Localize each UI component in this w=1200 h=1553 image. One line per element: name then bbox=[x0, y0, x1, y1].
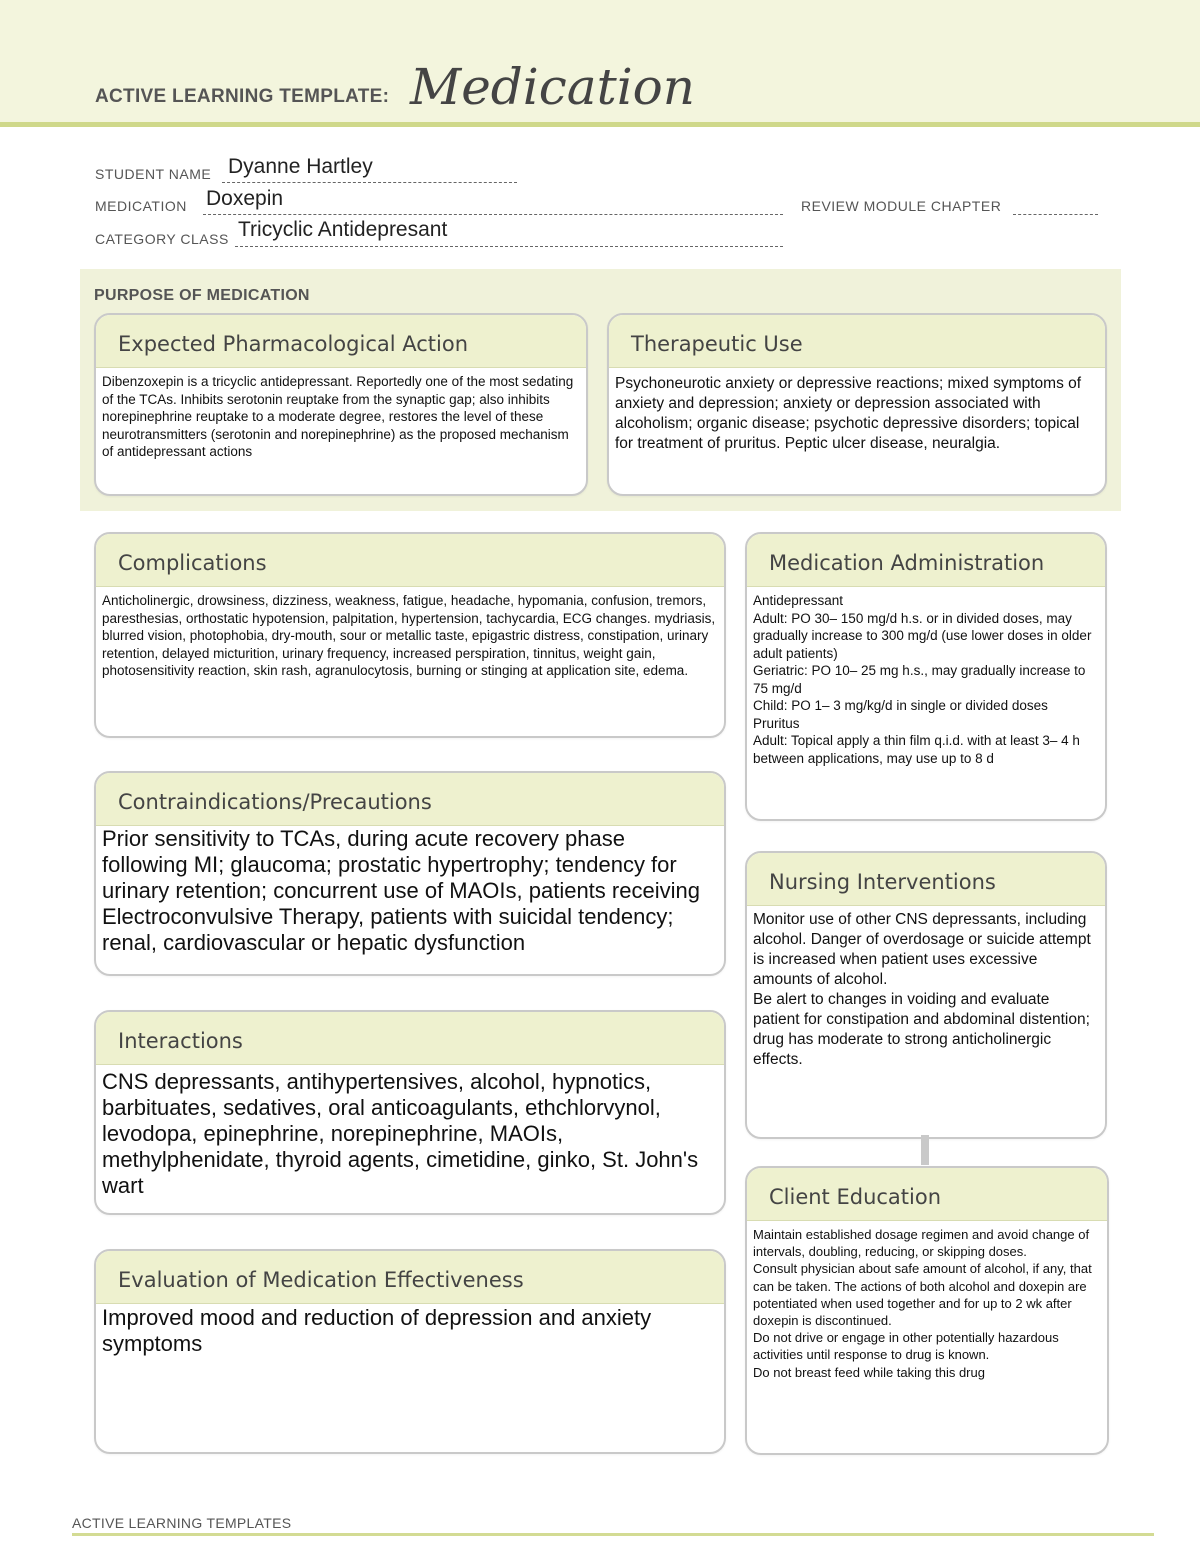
evaluation-text[interactable]: Improved mood and reduction of depression and anxiety symptoms bbox=[102, 1305, 652, 1356]
medication-field[interactable]: Doxepin bbox=[206, 187, 284, 210]
review-module-label: REVIEW MODULE CHAPTER bbox=[801, 198, 1002, 214]
student-name-field[interactable]: Dyanne Hartley bbox=[228, 155, 373, 178]
interactions-title: Interactions bbox=[118, 1029, 243, 1053]
interactions-card bbox=[94, 1010, 726, 1215]
nursing-interventions-text[interactable]: Monitor use of other CNS depressants, including alcohol. Danger of overdosage or suicide attempt is increased when patient uses excessive amounts of alcohol. Be alert to changes in voiding and evaluate patient for constipation and abdominal distention; drug has moderate to strong anticholinergic effects. bbox=[753, 911, 1091, 1068]
expected-action-card bbox=[94, 313, 588, 496]
category-class-line bbox=[235, 246, 783, 247]
therapeutic-use-header bbox=[609, 315, 1105, 368]
purpose-label: PURPOSE OF MEDICATION bbox=[94, 287, 310, 304]
page-title: Medication bbox=[410, 58, 695, 116]
administration-text[interactable]: Antidepressant Adult: PO 30– 150 mg/d h.s. or in divided doses, may gradually increase to 300 mg/d (use lower doses in older adult patients) Geriatric: PO 10– 25 mg h.s., may gradually increase to 75 mg/d Child: PO 1– 3 mg/kg/d in single or divided doses Pruritus Adult: Topical apply a thin film q.i.d. with at least 3– 4 h between applications, may use up to 8 d bbox=[753, 593, 1092, 766]
expected-action-header bbox=[96, 315, 586, 368]
header-rule bbox=[0, 122, 1200, 127]
contraindications-card bbox=[94, 771, 726, 976]
review-module-line bbox=[1013, 214, 1098, 215]
therapeutic-use-card bbox=[607, 313, 1107, 496]
contraindications-title: Contraindications/Precautions bbox=[118, 790, 432, 814]
footer-rule bbox=[72, 1533, 1154, 1536]
administration-card bbox=[745, 532, 1107, 821]
medication-line bbox=[203, 214, 783, 215]
category-class-field[interactable]: Tricyclic Antidepresant bbox=[238, 218, 448, 241]
evaluation-title: Evaluation of Medication Effectiveness bbox=[118, 1268, 524, 1292]
complications-header bbox=[96, 534, 724, 587]
administration-header bbox=[747, 534, 1105, 587]
complications-card bbox=[94, 532, 726, 738]
category-class-label: CATEGORY CLASS bbox=[95, 231, 229, 247]
administration-title: Medication Administration bbox=[769, 551, 1045, 575]
nursing-interventions-card bbox=[745, 851, 1107, 1139]
evaluation-card bbox=[94, 1249, 726, 1454]
template-label: ACTIVE LEARNING TEMPLATE: bbox=[95, 86, 390, 107]
contraindications-text[interactable]: Prior sensitivity to TCAs, during acute recovery phase following MI; glaucoma; prostatic hypertrophy; tendency for urinary retention; concurrent use of MAOIs, patients receiving Electroconvulsive Therapy, patients with suicidal tendency; renal, cardiovascular or hepatic dysfunction bbox=[102, 826, 700, 955]
interactions-header bbox=[96, 1012, 724, 1065]
expected-action-title: Expected Pharmacological Action bbox=[118, 332, 469, 356]
therapeutic-use-title: Therapeutic Use bbox=[631, 332, 803, 356]
client-education-text[interactable]: Maintain established dosage regimen and avoid change of intervals, doubling, reducing, or skipping doses. Consult physician about safe amount of alcohol, if any, that can be taken. The actions of both alcohol and doxepin are potentiated when used together and for up to 2 wk after doxepin is discontinued. Do not drive or engage in other potentially hazardous activities until response to drug is known. Do not breast feed while taking this drug bbox=[753, 1227, 1092, 1380]
evaluation-header bbox=[96, 1251, 724, 1304]
expected-action-text[interactable]: Dibenzoxepin is a tricyclic antidepressant. Reportedly one of the most sedating of the TCAs. Inhibits serotonin reuptake from the synaptic gap; also inhibits norepinephrine reuptake to a moderate degree, restores the level of these neurotransmitters (serotonin and norepinephrine) as the proposed mechanism of antidepressant actions bbox=[102, 374, 574, 459]
client-education-header bbox=[747, 1168, 1107, 1221]
nursing-interventions-header bbox=[747, 853, 1105, 906]
complications-title: Complications bbox=[118, 551, 267, 575]
client-education-title: Client Education bbox=[769, 1185, 942, 1209]
contraindications-header bbox=[96, 773, 724, 826]
footer-label: ACTIVE LEARNING TEMPLATES bbox=[72, 1515, 292, 1531]
therapeutic-use-text[interactable]: Psychoneurotic anxiety or depressive reactions; mixed symptoms of anxiety and depression; anxiety or depression associated with alcoholism; organic disease; psychotic depressive disorders; topical for treatment of pruritus. Peptic ulcer disease, neuralgia. bbox=[615, 375, 1082, 452]
interactions-text[interactable]: CNS depressants, antihypertensives, alcohol, hypnotics, barbituates, sedatives, oral anticoagulants, ethchlorvynol, levodopa, epinephrine, norepinephrine, MAOIs, methylphenidate, thyroid agents, cimetidine, ginko, St. John's wart bbox=[102, 1069, 699, 1198]
complications-text[interactable]: Anticholinergic, drowsiness, dizziness, weakness, fatigue, headache, hypomania, confusion, tremors, paresthesias, orthostatic hypotension, palpitation, hypertension, tachycardia, ECG changes. mydriasis, blurred vision, photophobia, dry-mouth, sour or metallic taste, epigastric distress, constipation, urinary retention, delayed micturition, urinary frequency, increased perspiration, tinnitus, weight gain, photosensitivity reaction, skin rash, agranulocytosis, burning or stinging at application site, edema. bbox=[102, 593, 716, 678]
nursing-interventions-title: Nursing Interventions bbox=[769, 870, 996, 894]
student-name-label: STUDENT NAME bbox=[95, 166, 212, 182]
student-name-line bbox=[222, 182, 517, 183]
client-education-card bbox=[745, 1166, 1109, 1455]
card-connector bbox=[921, 1135, 929, 1165]
medication-label: MEDICATION bbox=[95, 198, 187, 214]
